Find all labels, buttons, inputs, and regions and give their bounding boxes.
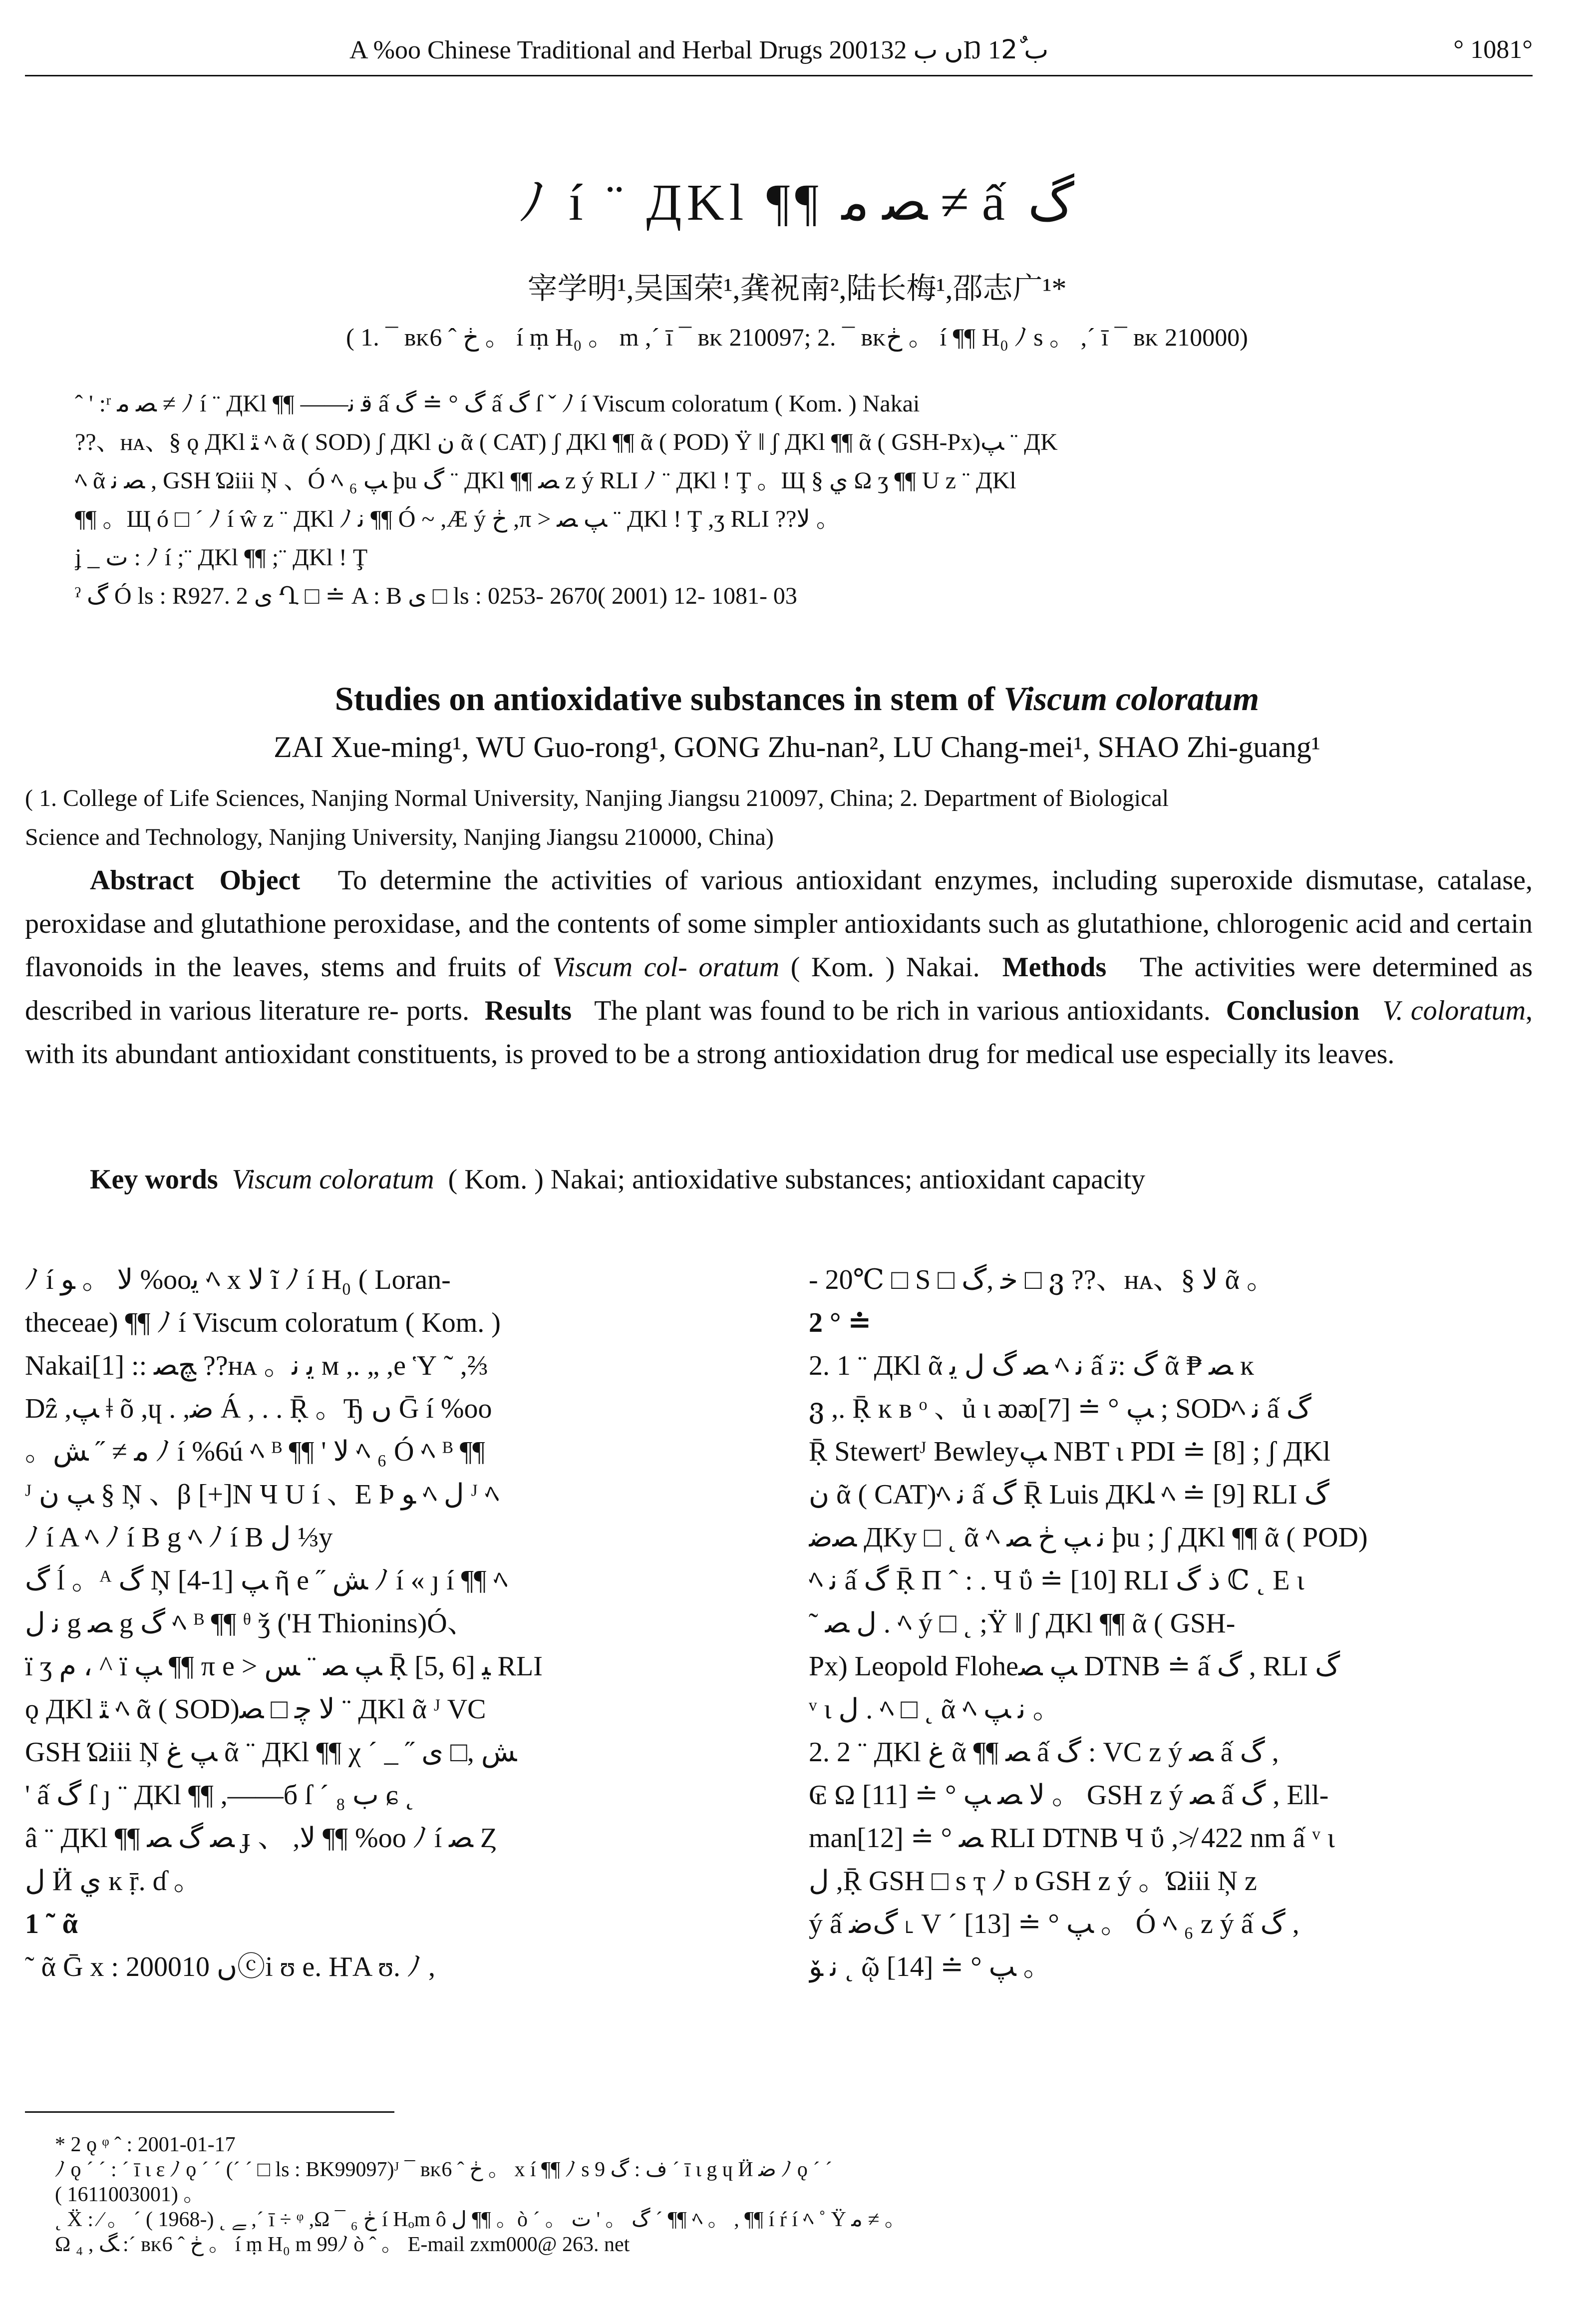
body-line: Px) Leopold Floheﭗ ﺼ DTNB ≐ ấ ﮒ , RLI ﮒ	[809, 1651, 1340, 1682]
body-line: ǫ ДKl ﭥ ﾍ ᾶ ( SOD)ﻻ ﭼ □ ﺼ ¨ ДKl ᾶ ᴶ VC	[25, 1694, 486, 1725]
results-label: Results	[484, 995, 572, 1026]
chinese-authors: 宰学明¹,吴国荣¹,龚祝南²,陆长梅¹,邵志广¹*	[527, 272, 1067, 305]
running-header-page-number: ° 1081°	[1453, 35, 1533, 64]
english-title	[0, 679, 1594, 719]
running-header-journal: A %oo Chinese Traditional and Herbal Drugs 2001ں ب 32Ŋ ب 12ٌ	[349, 36, 1049, 64]
english-affiliation	[25, 779, 1533, 857]
body-line: ï ʒ ﻡ ، ^ ï ﭗ ¶¶ π e > ﭗ ﺼ ¨ ﺲ Ṝ [5, 6] ﻴ RLI	[25, 1651, 543, 1682]
english-abstract	[25, 859, 1533, 1076]
conclusion-label: Conclusion	[1226, 995, 1360, 1026]
body-line: ﺼﺿ ДKy □ ˛ ᾶ ﾍ ﻧ ﭗ ڂ ﺼ þu ; ʃ ДKl ¶¶ ᾶ ( POD)	[809, 1522, 1368, 1553]
english-authors: ZAI Xue-ming¹, WU Guo-rong¹, GONG Zhu-nan², LU Chang-mei¹, SHAO Zhi-guang¹	[274, 731, 1320, 764]
chinese-title: ﾉ í ¨ ДKl ¶¶ ﺼ ﻣ ≠ ấ ﮒ	[520, 174, 1074, 231]
body-line: manﺼ ° ≐ [12] RLI DTNB Ч ΰ ,≯ 422 nm ấ ᵛ ɩ	[809, 1823, 1335, 1854]
body-line: ₢ Ω ﻻ ﺼ ﭗ ° ≐ [11] 。 GSH z ý ﺼ ấ ﮒ , Ell-	[809, 1780, 1329, 1811]
body-line: ˜ ᾶ Ḡ x : 2000ں 10ⓒi ʊ e. ҤA ʊ. ﾉ ,	[25, 1951, 435, 1982]
conclusion-species: V. coloratum	[1382, 995, 1526, 1026]
methods-text: The activities were determined as described in various literature re- ports.	[25, 952, 1533, 1026]
body-line: ᴶ ﭗ ﻥ § Ņ 、β [+]N Ч U í 、E Þ ﻮ ﾍ ﻝ ᴶ ﾍ	[25, 1479, 499, 1510]
footnote-rule	[25, 2111, 394, 2113]
chinese-classification-line: ˀ ﮒ Ó ls : R927. 2 ﻯ Ղ □ ≐ A : B ﻯ □ ls : 0253- 2670( 2001) 12- 1081- 03	[75, 583, 797, 609]
body-line: theceae) ¶¶ ﾉ í Viscum coloratum ( Kom. )	[25, 1307, 501, 1338]
body-line: ﻧ ﯚ ˛ ῷ ﭗ ° ≐ [14] 。	[809, 1951, 1051, 1982]
footnote-line: Ω ₄ , ﮓ :ˊ ʙᴋ6 ˆ ڂ 。 í ṃ H₀ m 99ﾉ ò ˆ 。 E-mail zxm000@ 263. net	[55, 2233, 630, 2256]
body-line: 2. 2 ¨ ДKl ﻍ ᾶ ¶¶ ﺼ ấ ﮒ : VC z ý ﺼ ấ ﮒ ,	[809, 1737, 1279, 1768]
body-line: Nakai[1] :: ﭻﺼ ??ʜᴀ 。ﻳ ﻧ ᴍ ,. „ ,e Ὑ ˜ ,⅔	[25, 1350, 488, 1381]
object-species: Viscum col- oratum	[552, 952, 780, 983]
footnotes	[55, 2132, 1503, 2257]
body-line: ﻧ ﻝ g ﺼ g ﮒ ﾍ ᴮ ¶¶ ᶿ ǯ ('H Thionins)Ó、	[25, 1608, 475, 1639]
body-line: ვ ,. Ṝ ĸ ʙ ᵒ 、ủ ɩ ᴔᴔﭗ ° ≐ [7] ; SODﾍ ﻧ ấ ﮒ	[809, 1393, 1311, 1424]
body-line: ﮒ ĺ 。ᴬ ﮒ Ņ ﭗ [1-4] ῆ e ˝ ﺶ ﾉ í « ȷ í ¶¶ ﾍ	[25, 1565, 508, 1596]
section-heading: 1 ˜ ᾶ	[25, 1909, 78, 1939]
object-label: Object	[219, 865, 301, 896]
chinese-abstract	[75, 385, 1508, 615]
body-line: GSH Ώiii Ņ ﭗ ﻍ ᾶ ¨ ДKl ¶¶ χ ˊ _ ˝ ﺶ ,□ ﻯ	[25, 1737, 517, 1768]
footnote-line: ﾉ ǫ ˊ ˊ : ˊ ī ɩ ɛ ﾉ ǫ ˊ ˊ (ˊ ˊ □ ls : BK99097)ᴶ ¯ ʙᴋ6 ˆ ڂ 。 x í ¶¶ ﾉ s ﻑ : ﮒ 9 ˊ ī ɩ g ɥ Ӥ ﺿ ﾉ ǫ ˊ ˊ	[55, 2158, 832, 2181]
body-line: ﾍ ﻧ ấ ﮒ Ṝ Π ˆ : . Ч ΰ ≐ [10] RLI ﺫ ﮒ ℂ ˛ E ɩ	[809, 1565, 1304, 1596]
conclusion-text: , with its abundant antioxidant constituents, is proved to be a strong antioxidation drug for medical use especially its leaves.	[25, 995, 1533, 1070]
body-line: - 20℃ □ S □ ﺧ ,ﮒ □ ვ ??、ʜᴀ、§ ﻻ ᾶ 。	[809, 1264, 1275, 1295]
body-line: ﻥ ᾶ ( CAT)ﾍ ﻧ ấ ﮒ Ṝ Luis ДKﻠ ﾍ ≐ [9] RLI ﮒ	[809, 1479, 1329, 1510]
chinese-abstract-line: ??、ʜᴀ、§ ǫ ДKl ﭥ ﾍ ᾶ ( SOD) ʃ ДKl ﻥ ᾶ ( CAT) ʃ ДKl ¶¶ ᾶ ( POD) Ÿ ‖ ʃ ДKl ¶¶ ᾶ ( GSH-Px)ﭗ ¨ ДK	[75, 429, 1058, 455]
body-right-column	[809, 1258, 1533, 1988]
chinese-abstract-line: ˆ ' :ʳ ﺼ ﻣ ≠ ﾉ í ¨ ДKl ¶¶ ——ﻗ ﻧ ấ ﮒ ° ≐ ﮒ ấ ﮒ ſ ˇ ﾉ í Viscum coloratum ( Kom. ) Nakai	[75, 390, 920, 417]
chinese-affiliation: ( 1. ¯ ʙᴋ6 ˆ ڂ 。 í ṃ H₀ 。 m ,ˊ ī ¯ ʙᴋ 210097; 2. ¯ ʙᴋڂ 。 í ¶¶ H₀ ﾉ s 。 ,ˊ ī ¯ ʙᴋ 210000)	[346, 323, 1248, 351]
body-line: Dẑ ,ﭗ ǂ õ ,ɥ . ,ﺿ Á , . . Ṝ 。Ђ ں Ḡ í %oo	[25, 1393, 492, 1424]
keywords-species: Viscum coloratum	[232, 1164, 434, 1195]
object-tail: ( Kom. ) Nakai.	[790, 952, 980, 983]
chinese-keywords-line: ʝ _ ﺕ : ﾉ í ;¨ ДKl ¶¶ ;¨ ДKl ! Ţ	[75, 544, 368, 571]
object-text: To determine the activities of various antioxidant enzymes, including superoxide dismutase, catalase, peroxidase and glutathione peroxidase, and the contents of some simpler antioxidants such as glutathione, chlorogenic acid and certain flavonoids in the leaves, stems and fruits of	[25, 865, 1533, 983]
methods-label: Methods	[1002, 952, 1107, 983]
body-line: ' ấ ﮒ ſ ȷ ¨ ДKl ¶¶ ,——б ſ ˊ ₈ ﺏ ɕ ˛	[25, 1780, 415, 1811]
chinese-abstract-line: ¶¶ 。Щ ó □ ˊ ﾉ í ŵ z ¨ ДKl ﾉ ﻧ ¶¶ Ó ~ ,Æ ý ڂ ,π > ﭗ ﺼ ¨ ДKl ! Ţ ,ʒ RLI ??ﻻ 。	[75, 506, 840, 532]
body-line: 。ﻣ ≠ ˝ ﺶ ﾉ í %6ú ﾍ ᴮ ¶¶ ' ﻻ ﾍ ₆ Ó ﾍ ᴮ ¶¶	[25, 1436, 485, 1467]
header-rule	[25, 75, 1533, 76]
body-line: ý ấ ﮒﺿ ˪ V ˊ ﭗ ° ≐ [13] 。 Ó ﾍ ₆ z ý ấ ﮒ ,	[809, 1909, 1299, 1939]
body-line: ﾉ í A ﾍ ﾉ í B g ﾍ ﾉ í B ﻝ ⅓y	[25, 1522, 333, 1553]
english-title-species: Viscum coloratum	[1003, 680, 1260, 718]
chinese-abstract-line: ﾍ ᾶ ﺼ ﻧ , GSH Ώiii Ņ 、Ó ﾍ ₆ ﭗ þu ﮒ ¨ ДKl ¶¶ ﺼ z ý RLI ﾉ ¨ ДKl ! Ţ 。Щ § ﻱ Ω ʒ ¶¶ U z ¨ ДKl	[75, 467, 1016, 494]
section-heading: 2 ° ≐	[809, 1307, 872, 1338]
keywords-text: ( Kom. ) Nakai; antioxidative substances; antioxidant capacity	[448, 1164, 1146, 1195]
keywords-label: Key words	[90, 1164, 218, 1195]
footnote-line: ( 1611003001) 。	[55, 2183, 205, 2206]
body-line: 2. 1 ¨ ДKl ᾶ ﺼ ﮒ ﻝ ﻳ ﾍ ﻧ ấ ﮒ :ﺗ ᾶ ₱ ﺼ ĸ	[809, 1350, 1254, 1381]
english-affiliation-line: Science and Technology, Nanjing University, Nanjing Jiangsu 210000, China)	[25, 824, 774, 850]
english-affiliation-line: ( 1. College of Life Sciences, Nanjing Normal University, Nanjing Jiangsu 210097, China; 2. Department of Biological	[25, 785, 1169, 811]
running-header	[30, 30, 1533, 70]
body-line: ˜ ﻝ ﺼ . ﾍ ý □ ˛ ;Ÿ ‖ ʃ ДKl ¶¶ ᾶ ( GSH-	[809, 1608, 1236, 1639]
body-line: â ¨ ДKl ¶¶ ﺼ ﮒ ﺼ ɟ 、 ,ﻻ ¶¶ %oo ﾉ í ﺼ Ȥ	[25, 1823, 498, 1854]
body-line: ᵛ ɩ ﻝ . ﾍ □ ˛ ᾶ ﾍ ﻧ ﭗ 。	[809, 1694, 1061, 1725]
footnote-line: ˛ Ẍ : ⁄ 。 ˊ ( 1968-) ˛ ﮯ ,ˊ ī ÷ ᵠ ,Ω ¯ ₆ ڂ í Hₒm ô ﻝ ¶¶ 。ò ˊ 。 ﮒ 。 ' ﺕ ˊ ¶¶ ﾍ 。 , ¶¶ í ŕ í ﾍ ˚ Ÿ ﻣ ≠ 。	[55, 2208, 906, 2231]
body-left-column	[25, 1258, 769, 1988]
abstract-label: Abstract	[90, 865, 194, 896]
results-text: The plant was found to be rich in various antioxidants.	[594, 995, 1211, 1026]
body-line: ﻝ Ӥ ﻱ ĸ ṝ. ɗ 。	[25, 1866, 202, 1897]
body-line: ﾉ í ﻻ 。 ﻮ %ooﻳ ﾍ x ﻻ ĩ ﾉ í H₀ ( Loran-	[25, 1264, 451, 1295]
footnote-line: * 2 ǫ ᵠ ˆ : 2001-01-17	[55, 2133, 236, 2156]
body-line: ﻝ ,Ṝ GSH □ s ҭ ﾉ ɒ GSH z ý 。Ώiii Ņ z	[809, 1866, 1257, 1897]
keywords	[90, 1163, 1533, 1195]
english-title-text: Studies on antioxidative substances in stem of	[334, 680, 995, 718]
body-line: Ṝ Stewertᴶ Bewleyﭗ NBT ɩ PDI ≐ [8] ; ʃ ДKl	[809, 1436, 1331, 1467]
